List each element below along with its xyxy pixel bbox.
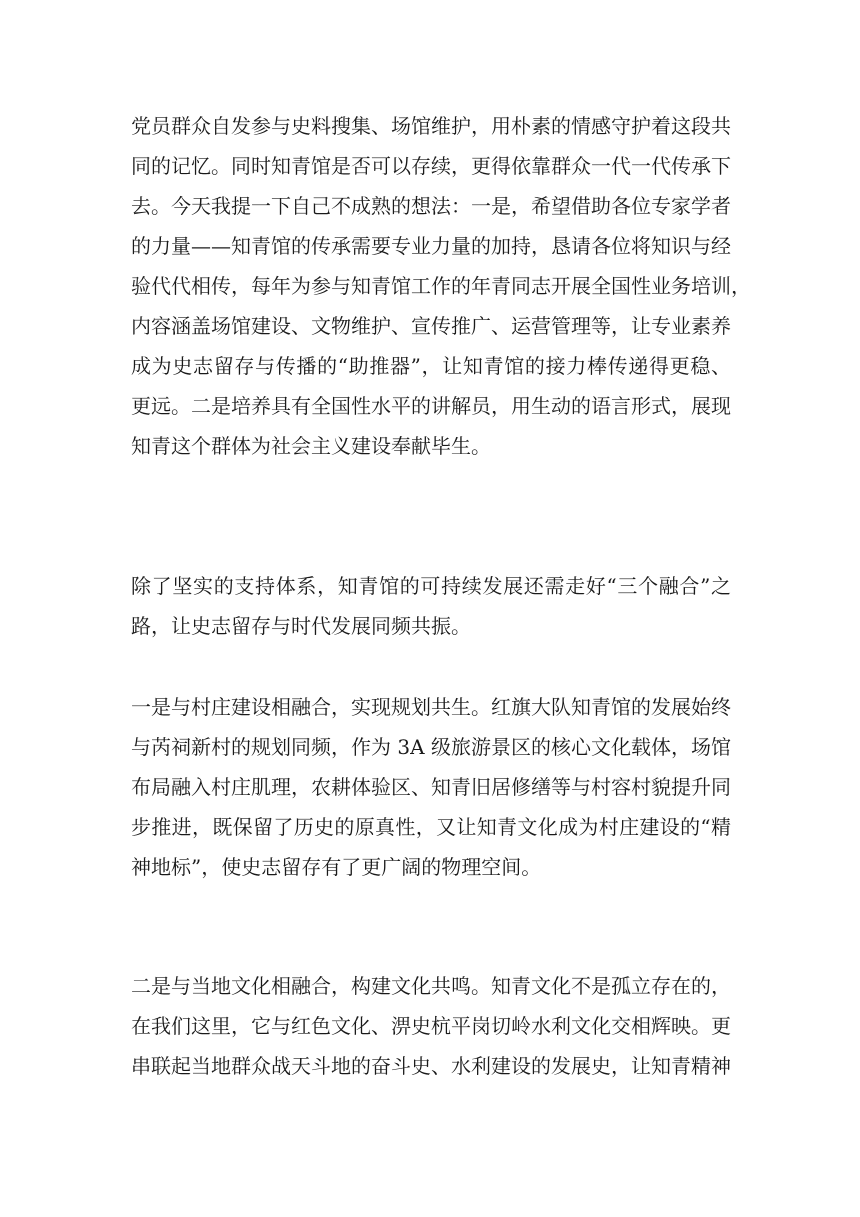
text-line: 同的记忆。同时知青馆是否可以存续，更得依靠群众一代一代传承下 xyxy=(131,154,731,178)
text-line: 串联起当地群众战天斗地的奋斗史、水利建设的发展史，让知青精神 xyxy=(131,1054,731,1078)
text-line: 知青这个群体为社会主义建设奉献毕生。 xyxy=(131,434,491,458)
text-line: 更远。二是培养具有全国性水平的讲解员，用生动的语言形式，展现 xyxy=(131,394,731,418)
text-line: 成为史志留存与传播的“助推器”，让知青馆的接力棒传递得更稳、 xyxy=(131,354,731,378)
text-line: 的力量——知青馆的传承需要专业力量的加持，恳请各位将知识与经 xyxy=(131,234,731,258)
text-line: 神地标”，使史志留存有了更广阔的物理空间。 xyxy=(131,855,542,879)
text-line: 布局融入村庄肌理，农耕体验区、知青旧居修缮等与村容村貌提升同 xyxy=(131,775,731,799)
text-line: 去。今天我提一下自己不成熟的想法：一是，希望借助各位专家学者 xyxy=(131,194,731,218)
text-line: 验代代相传，每年为参与知青馆工作的年青同志开展全国性业务培训， xyxy=(131,274,751,298)
text-line: 二是与当地文化相融合，构建文化共鸣。知青文化不是孤立存在的， xyxy=(131,974,731,998)
text-line: 除了坚实的支持体系，知青馆的可持续发展还需走好“三个融合”之 xyxy=(131,574,731,598)
text-line: 步推进，既保留了历史的原真性，又让知青文化成为村庄建设的“精 xyxy=(131,815,731,839)
text-line: 内容涵盖场馆建设、文物维护、宣传推广、运营管理等，让专业素养 xyxy=(131,314,731,338)
text-line: 路，让史志留存与时代发展同频共振。 xyxy=(131,614,471,638)
text-line: 党员群众自发参与史料搜集、场馆维护，用朴素的情感守护着这段共 xyxy=(131,114,731,138)
text-line: 一是与村庄建设相融合，实现规划共生。红旗大队知青馆的发展始终 xyxy=(131,695,731,719)
paragraph-culture-integration xyxy=(131,966,731,1086)
paragraph-museum-support xyxy=(131,106,751,466)
text-line: 与芮祠新村的规划同频，作为 3A 级旅游景区的核心文化载体，场馆 xyxy=(131,735,731,759)
paragraph-three-integrations xyxy=(131,566,731,646)
text-line: 在我们这里，它与红色文化、淠史杭平岗切岭水利文化交相辉映。更 xyxy=(131,1014,731,1038)
paragraph-village-integration xyxy=(131,687,731,887)
